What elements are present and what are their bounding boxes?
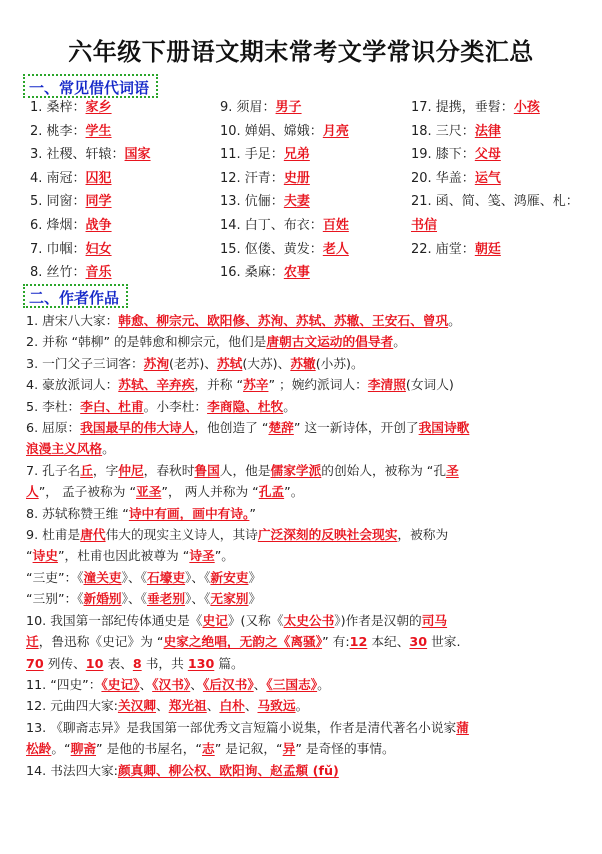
answer-text: 圣 (446, 462, 459, 478)
grid-item-term: 8. 丝竹： (30, 265, 86, 281)
grid-item (411, 167, 586, 191)
text-line (26, 481, 588, 502)
section-heading-substitute-words: 一、常见借代词语 (23, 74, 158, 98)
grid-item-answer: 书信 (411, 217, 438, 233)
grid-item (30, 238, 218, 262)
text-line (26, 738, 588, 759)
text-line (26, 396, 588, 417)
grid-item (411, 120, 586, 144)
plain-text: ”，杜甫也因此被尊为 “ (57, 548, 190, 564)
answer-text: 石壕吏 (146, 569, 186, 585)
plain-text: 。“ (51, 741, 71, 757)
plain-text: ”。 (284, 484, 304, 500)
grid-item (411, 96, 586, 120)
answer-text: 苏洵 (143, 355, 170, 371)
grid-item-answer: 小孩 (513, 100, 540, 115)
plain-text: ，他创造了 “ (194, 420, 269, 436)
plain-text: ” (249, 505, 256, 521)
section-heading-authors-works: 二、作者作品 (23, 284, 128, 308)
plain-text: “三吏”：《 (26, 569, 84, 585)
plain-text: ” ；婉约派词人： (268, 377, 368, 393)
grid-item (220, 120, 410, 144)
grid-item-answer: 兄弟 (283, 147, 310, 163)
answer-text: 130 (187, 655, 215, 671)
grid-item-term: 21. 函、简、笺、鸿雁、札： (411, 194, 579, 210)
plain-text: 1. 唐宋八大家： (26, 313, 119, 328)
plain-text: 。 (393, 334, 406, 350)
plain-text: ，被称为 (397, 527, 449, 543)
grid-item-answer: 男子 (275, 100, 302, 115)
plain-text: 7. 孔子名 (26, 462, 81, 478)
plain-text: ” 是他的书屋名，“ (96, 741, 203, 757)
grid-item-answer: 国家 (124, 147, 151, 163)
plain-text: (老苏)、 (169, 355, 217, 371)
grid-item (30, 214, 218, 238)
answer-text: 10 (85, 655, 104, 671)
answer-text: 苏辙 (290, 355, 316, 371)
grid-item (411, 190, 586, 237)
grid-item-answer: 运气 (474, 170, 501, 186)
answer-text: 太史公书 (283, 612, 335, 628)
plain-text: 8. 苏轼称赞王维 “ (26, 505, 129, 521)
grid-item-answer: 囚犯 (85, 170, 112, 186)
grid-item-term: 19. 膝下： (411, 147, 475, 163)
grid-item-answer: 妇女 (85, 241, 112, 257)
plain-text: 13. 《聊斋志异》是我国第一部优秀文言短篇小说集，作者是清代著名小说家 (26, 719, 457, 735)
grid-item-term: 10. 婵娟、嫦娥： (220, 123, 323, 139)
answer-text: 新安吏 (210, 569, 249, 585)
answer-text: 《汉书》 (152, 676, 191, 692)
answer-text: 潼关吏 (83, 569, 122, 585)
text-line (26, 674, 588, 695)
text-line (26, 545, 588, 566)
answer-text: 70 (26, 655, 44, 671)
answer-text: 李白、杜甫 (80, 398, 144, 414)
text-line (26, 760, 588, 781)
plain-text: ，鲁迅称《史记》为 “ (38, 634, 164, 650)
grid-item (220, 96, 410, 120)
plain-text: ”。 (214, 548, 234, 564)
answer-text: 史家之绝唱，无韵之《离骚》 (163, 634, 323, 650)
page-title: 六年级下册语文期末常考文学常识分类汇总 (68, 38, 534, 66)
plain-text: ，字 (92, 462, 119, 478)
grid-item-answer: 战争 (85, 217, 112, 233)
answer-text: 垂老别 (146, 591, 186, 607)
plain-text: ”， 孟子被称为 “ (38, 484, 137, 500)
grid-item-answer: 夫妻 (283, 194, 310, 210)
grid-item (30, 143, 218, 167)
plain-text: 、 (156, 698, 169, 714)
grid-item (30, 167, 218, 191)
grid-item-term: 1. 桑梓： (30, 100, 86, 115)
plain-text: (女词人) (405, 377, 454, 393)
answer-text: 志 (202, 741, 215, 757)
answer-text: 诗圣 (189, 548, 215, 564)
plain-text: “三别”：《 (26, 591, 84, 607)
text-line (26, 588, 588, 609)
substitute-words-grid (30, 96, 590, 286)
plain-text: 14. 书法四大家: (26, 762, 118, 778)
text-line (26, 331, 588, 352)
answer-text: 楚辞 (268, 420, 294, 436)
answer-text: 8 (132, 655, 142, 671)
text-line (26, 353, 588, 374)
answer-text: 我国诗歌 (418, 420, 470, 436)
answer-text: 《后汉书》 (202, 676, 254, 692)
plain-text: 列传、 (43, 655, 86, 671)
plain-text: ” 是奇怪的事情。 (295, 741, 395, 757)
answer-text: 诗史 (32, 548, 58, 564)
plain-text: 》 (248, 569, 262, 585)
plain-text: 、 (206, 698, 220, 714)
plain-text: 表、 (103, 655, 133, 671)
plain-text: 3. 一门父子三词客： (26, 355, 144, 371)
plain-text: 。 (295, 698, 309, 714)
answer-text: 聊斋 (70, 741, 97, 757)
grid-item-term: 18. 三尺： (411, 123, 475, 139)
plain-text: 。 (102, 441, 115, 457)
answer-text: 迁 (26, 634, 39, 650)
answer-text: 郑光祖 (168, 698, 207, 714)
plain-text: 、 (253, 676, 267, 692)
grid-item (220, 190, 410, 214)
plain-text: ”， 两人并称为 “ (161, 484, 259, 500)
plain-text: (小苏)。 (315, 355, 364, 371)
grid-item-answer: 音乐 (85, 265, 112, 281)
grid-item-term: 11. 手足： (220, 147, 284, 163)
answer-text: 史记 (202, 612, 228, 628)
answer-text: 我国最早的伟大诗人 (80, 420, 195, 436)
text-line (26, 653, 588, 674)
plain-text: 、 (244, 698, 258, 714)
plain-text: 。小李杜： (143, 398, 208, 414)
grid-item-term: 2. 桃李： (30, 123, 86, 139)
text-line (26, 460, 588, 481)
plain-text: 12. 元曲四大家: (26, 698, 118, 714)
text-line (26, 567, 588, 588)
answer-text: 蒲 (456, 719, 469, 735)
grid-item-term: 7. 巾帼： (30, 241, 86, 257)
plain-text: 、 (139, 676, 153, 692)
grid-item-term: 16. 桑麻： (220, 265, 284, 281)
plain-text: 世家. (427, 634, 461, 650)
plain-text: “ (26, 548, 33, 564)
plain-text: 》 (248, 591, 262, 607)
authors-works-list (26, 310, 588, 781)
answer-text: 苏辛 (243, 377, 269, 393)
answer-text: 苏轼、辛弃疾 (118, 377, 195, 393)
plain-text: 人，他是 (219, 462, 271, 478)
grid-item-answer: 月亮 (322, 123, 349, 139)
grid-item-answer: 百姓 (322, 217, 349, 233)
answer-text: 鲁国 (194, 462, 220, 478)
text-line (26, 695, 588, 716)
grid-item (411, 238, 586, 262)
grid-item-answer: 农事 (283, 265, 310, 281)
text-line (26, 374, 588, 395)
grid-item (220, 167, 410, 191)
grid-item (30, 96, 218, 120)
answer-text: 新婚别 (83, 591, 122, 607)
plain-text: 10. 我国第一部纪传体通史是《 (26, 612, 203, 628)
plain-text: (大苏)、 (242, 355, 291, 371)
plain-text: 的创始人，被称为 “孔 (321, 462, 447, 478)
answer-text: 孔孟 (258, 484, 285, 500)
plain-text: 。 (448, 313, 461, 328)
grid-item-answer: 家乡 (85, 100, 112, 115)
answer-text: 李清照 (367, 377, 406, 393)
plain-text: 4. 豪放派词人： (26, 377, 119, 393)
text-line (26, 717, 588, 738)
answer-text: 亚圣 (136, 484, 162, 500)
plain-text: 》、《 (185, 591, 211, 607)
plain-text: ” 有: (322, 634, 350, 650)
grid-item (220, 214, 410, 238)
answer-text: 《三国志》 (266, 676, 318, 692)
grid-item (220, 143, 410, 167)
plain-text: 》(又称《 (227, 612, 284, 628)
answer-text: 诗中有画，画中有诗。 (128, 505, 250, 521)
answer-text: 李商隐、杜牧 (207, 398, 284, 414)
plain-text: 、 (190, 676, 203, 692)
answer-text: 12 (349, 634, 368, 650)
plain-text: 11. “四史”： (26, 676, 102, 692)
plain-text: 。 (317, 676, 330, 692)
grid-item-term: 4. 南冠： (30, 170, 86, 186)
answer-text: 仲尼 (118, 462, 144, 478)
plain-text: 5. 李杜： (26, 398, 81, 414)
text-line (26, 417, 588, 438)
grid-item-term: 17. 提携，垂髫： (411, 100, 514, 115)
answer-text: 异 (282, 741, 296, 757)
grid-item-term: 9. 须眉： (220, 100, 276, 115)
grid-item-term: 22. 庙堂： (411, 241, 475, 257)
answer-text: 司马 (421, 612, 448, 628)
plain-text: 伟大的现实主义诗人，其诗 (105, 527, 258, 543)
answer-text: 关汉卿 (117, 698, 156, 714)
grid-column-2 (220, 96, 410, 285)
grid-item-term: 15. 伛偻、黄发： (220, 241, 323, 257)
plain-text: 6. 屈原： (26, 420, 81, 436)
text-line (26, 438, 588, 459)
grid-item-answer: 朝廷 (474, 241, 501, 257)
grid-item-answer: 法律 (474, 123, 501, 139)
grid-column-3 (411, 96, 586, 261)
text-line (26, 610, 588, 631)
grid-item-answer: 学生 (85, 123, 112, 139)
grid-item-answer: 史册 (283, 170, 310, 186)
grid-item-term: 3. 社稷、轩辕： (30, 147, 125, 163)
plain-text: 》、《 (121, 569, 147, 585)
plain-text: 》、《 (185, 569, 211, 585)
plain-text: 书，共 (141, 655, 188, 671)
grid-item-term: 14. 白丁、布衣： (220, 217, 323, 233)
plain-text: 》、《 (121, 591, 147, 607)
answer-text: 松龄 (26, 741, 52, 757)
plain-text: 。 (283, 398, 296, 414)
answer-text: 人 (26, 484, 39, 500)
answer-text: 《史记》 (101, 676, 140, 692)
text-line (26, 310, 588, 331)
answer-text: 唐朝古文运动的倡导者 (266, 334, 394, 350)
text-line (26, 631, 588, 652)
plain-text: ” 这一新诗体，开创了 (293, 420, 419, 436)
grid-item (30, 190, 218, 214)
plain-text: 2. 并称 “韩柳” 的是韩愈和柳宗元，他们是 (26, 334, 267, 350)
grid-item (220, 261, 410, 285)
grid-item-term: 12. 汗青： (220, 170, 284, 186)
grid-item (411, 143, 586, 167)
grid-item-answer: 同学 (85, 194, 112, 210)
plain-text: 本纪、 (367, 634, 410, 650)
text-line (26, 524, 588, 545)
answer-text: 韩愈、柳宗元、欧阳修、苏洵、苏轼、苏辙、王安石、曾巩 (118, 313, 449, 328)
grid-item-term: 5. 同窗： (30, 194, 86, 210)
plain-text: ，并称 “ (194, 377, 244, 393)
answer-text: 苏轼 (216, 355, 243, 371)
answer-text: 丘 (80, 462, 93, 478)
plain-text: 篇。 (214, 655, 244, 671)
grid-item (30, 120, 218, 144)
answer-text: 广泛深刻的反映社会现实 (257, 527, 398, 543)
grid-item-answer: 老人 (322, 241, 349, 257)
answer-text: 白朴 (219, 698, 245, 714)
grid-item-answer: 父母 (474, 147, 501, 163)
grid-item-term: 13. 伉俪： (220, 194, 284, 210)
answer-text: 浪漫主义风格 (26, 441, 103, 457)
answer-text: 颜真卿、柳公权、欧阳询、赵孟頫 (fǔ) (117, 762, 339, 778)
grid-column-1 (30, 96, 218, 285)
plain-text: ” 是记叙，“ (214, 741, 283, 757)
grid-item-term: 6. 烽烟： (30, 217, 86, 233)
grid-item-term: 20. 华盖： (411, 170, 475, 186)
text-line (26, 503, 588, 524)
grid-item (30, 261, 218, 285)
answer-text: 唐代 (80, 527, 106, 543)
plain-text: 9. 杜甫是 (26, 527, 81, 543)
plain-text: 》)作者是汉朝的 (334, 612, 422, 628)
grid-item (220, 238, 410, 262)
answer-text: 无家别 (210, 591, 249, 607)
plain-text: ，春秋时 (143, 462, 195, 478)
answer-text: 马致远 (257, 698, 296, 714)
answer-text: 30 (409, 634, 428, 650)
answer-text: 儒家学派 (270, 462, 322, 478)
